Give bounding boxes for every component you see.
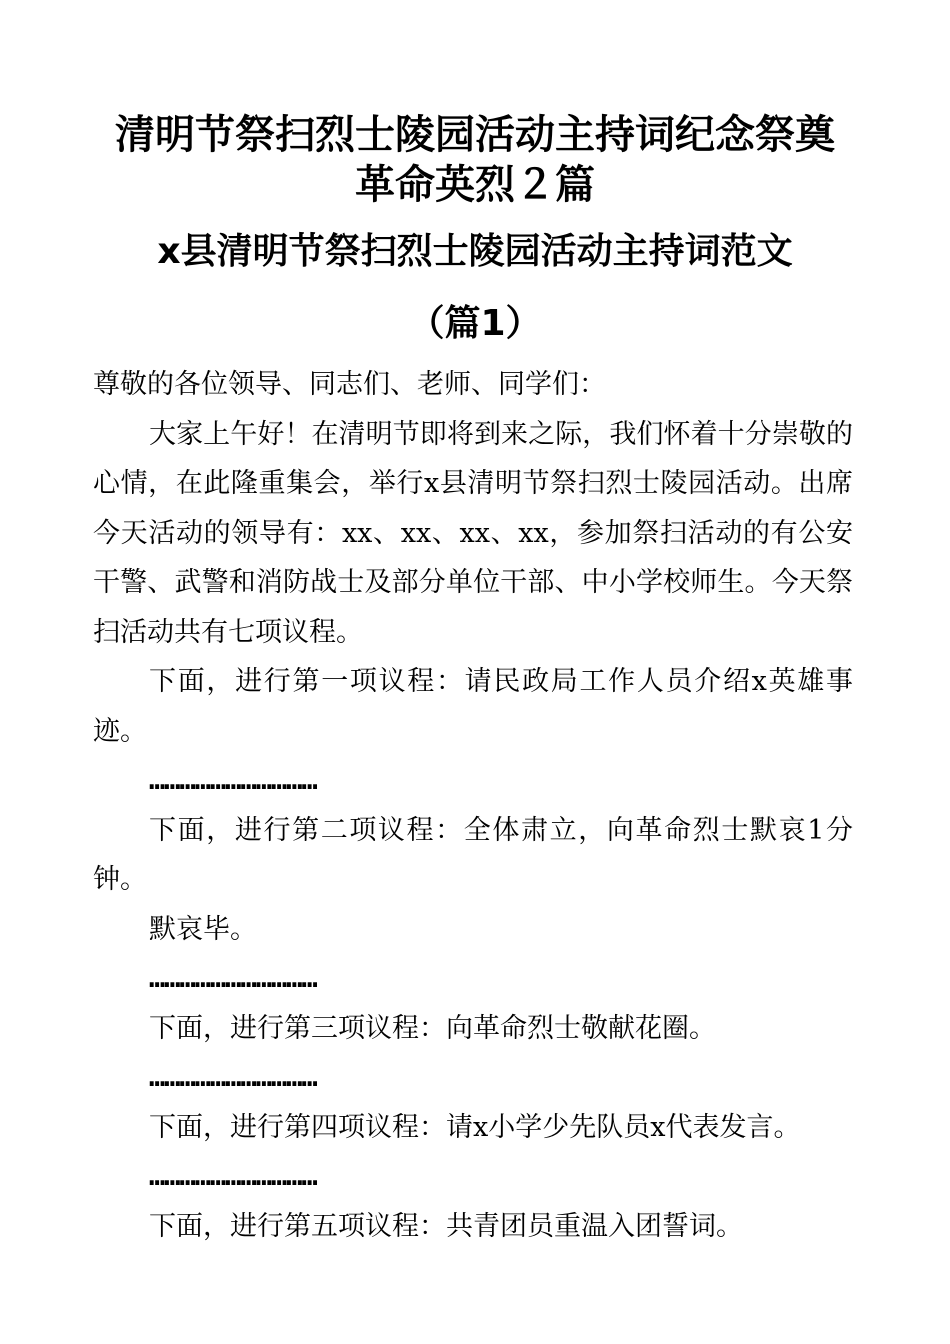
document-body (93, 360, 853, 1251)
silence-end-line: 默哀毕。 (149, 913, 257, 945)
section-label: （篇1） (408, 303, 542, 344)
agenda-item-1: 下面，进行第一项议程：请民政局工作人员介绍x英雄事迹。 (93, 666, 853, 747)
ellipsis-divider: …………………………… (149, 1062, 317, 1093)
agenda-item-2: 下面，进行第二项议程：全体肃立，向革命烈士默哀1分钟。 (93, 814, 853, 895)
document-title-line2: 革命英烈２篇 (355, 162, 595, 208)
agenda-item-4: 下面，进行第四项议程：请x小学少先队员x代表发言。 (149, 1111, 801, 1143)
intro-paragraph: 大家上午好！在清明节即将到来之际，我们怀着十分崇敬的心情，在此隆重集会，举行x县清明节祭扫烈士陵园活动。出席今天活动的领导有：xx、xx、xx、xx，参加祭扫活动的有公安干警、武警和消防战士及部分单位干部、中小学校师生。今天祭扫活动共有七项议程。 (93, 418, 853, 648)
document-title-line1: 清明节祭扫烈士陵园活动主持词纪念祭奠 (115, 112, 835, 158)
document-subtitle: x县清明节祭扫烈士陵园活动主持词范文 (157, 231, 793, 272)
ellipsis-divider: …………………………… (149, 765, 317, 796)
ellipsis-divider: …………………………… (149, 963, 317, 994)
agenda-item-3: 下面，进行第三项议程：向革命烈士敬献花圈。 (149, 1012, 716, 1044)
ellipsis-divider: …………………………… (149, 1161, 317, 1192)
salutation: 尊敬的各位领导、同志们、老师、同学们： (93, 369, 606, 400)
agenda-item-5: 下面，进行第五项议程：共青团员重温入团誓词。 (149, 1210, 743, 1242)
